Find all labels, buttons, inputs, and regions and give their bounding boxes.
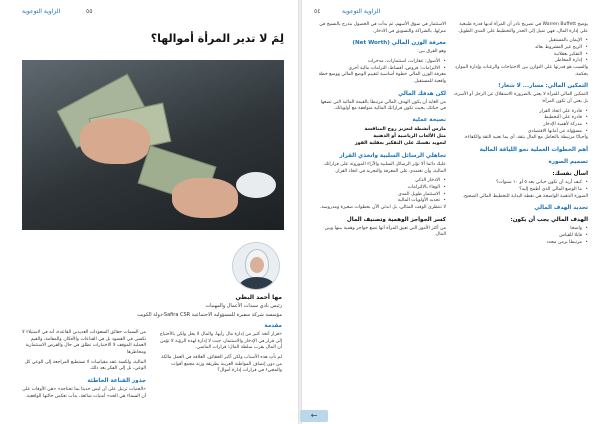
list-item: • إدارة المخاطر (452, 58, 588, 65)
left-page (0, 0, 298, 424)
paragraph: لا تنتظري الوقت المثالي، بل ابدئي الآن بخطوات صغيرة ومدروسة. (319, 204, 446, 210)
list-item: • قادرة على التخطيط (452, 115, 588, 122)
list-item: • قابلا للقياس (452, 233, 588, 240)
paragraph: وأحيانًا مرتبطة بالتعامل مع المال بثقة، أي بما تعنيه الثقة والكفاءة. (463, 135, 588, 141)
subheading: تحديد الهدف المالي (534, 205, 588, 212)
list-item: • مسؤولة عن أمانها الاقتصادي (452, 129, 588, 136)
paragraph: من الغاية أن يكون الهدف المالي مرتبطا بالقيمة المالية التي تضعها في حياتك، بحيث تكون قراراتك المالية متوافقة مع أولوياتك. (320, 99, 446, 112)
author-avatar (232, 242, 280, 290)
list-item: • قادرة على اتخاذ القرار (452, 109, 588, 116)
subheading: تصميم الصورة (548, 159, 588, 166)
subheading: جذور القناعة الخاطئة (87, 377, 146, 384)
paragraph: الاستثمار في سوق الأسهم، ثم بدأت في الحصول بتدرج بالنسيج في منزلها، بالشراكة والتسويق في الادخار. (319, 22, 446, 34)
subheading: اسأل نفسك: (552, 171, 588, 178)
text-column-right (452, 22, 588, 246)
tip-heading: نصيحة عملية (412, 117, 446, 124)
paragraph: من أكثر الأمور التي تعيق المرأة أنها تضع حواجز وهمية بينها وبين المال. (324, 225, 446, 238)
author-title: رئيس نادي سيدات الأعمال والمهنيات (205, 303, 282, 309)
list-item: • الوفاء بالالتزامات (314, 185, 446, 192)
list-item: • واضحا (452, 226, 588, 233)
paragraph: المالية، ولكسة عقد مقياسات لا تستطيع المراجعة إلى الوعي كل الوعي، بل إلى الفكر بعد ذلك. (24, 359, 146, 372)
list-item: • الإيمان بالمستقبل (452, 38, 588, 45)
section-header: الزاوية التوعوية (342, 8, 381, 15)
paragraph: عليك دائما ألا تؤثر الرسائل السلبية والآراء الموروثة على قراراتك المالية، وأن تعتمدي على المعرفة والتجربة في اتخاذ القرار. (324, 161, 446, 174)
tip-line: لتعويد نفسك على التفكير بعقلية الفوز (354, 140, 446, 146)
page-number: ٥٥ (86, 8, 93, 15)
next-page-arrow-button[interactable]: ← (300, 410, 328, 422)
page-number: ٥٤ (314, 8, 321, 15)
subheading: أهم الخطوات العملية نحو اللياقة المالية (479, 146, 588, 153)
text-column-left (18, 330, 146, 403)
text-column-right (154, 318, 282, 378)
list-item: • الربح غير المشروط بعائد (452, 45, 588, 52)
right-page (302, 0, 600, 424)
text-column-left (314, 22, 446, 242)
paragraph: الصورة الذهنية الواضحة هي نقطة البداية للتخطيط المالي الصحيح. (462, 193, 588, 199)
subheading: تجاهلي الرسائل السلبية واتخذي القرار (339, 152, 446, 159)
subheading: مقدمة (264, 323, 282, 329)
section-header: الزاوية التوعوية (22, 8, 61, 15)
list-item: • تحديد الأولويات المالية (314, 198, 446, 205)
list-item: • الأصول: عقارات، استثمارات، مدخرات (314, 59, 446, 66)
paragraph: «قرار أتخذ كثير من إدارة مال رأيها، والمال لا يحل ولكن بالأحتياج إلى قرار في الإدخار والاستثمار، حيث لا إدارة لهذه الرؤية لا تؤمن أن المال يقرب سلطة المال؛ قرارات الماضي. (159, 332, 282, 351)
list-item: • الاستثمار طويل المدى (314, 192, 446, 199)
subheading: التمكين المالي: مسار... لا شعار! (498, 83, 588, 90)
list-item: • مدركة لأهمية الإدخار (452, 122, 588, 129)
paragraph: «الجنيات ترتبل على أن ليس حديثا بما تحتاجه» «هي الأوقات على أن السماء هي الحد» أمنيات شائعة، بدأت تعكس حالتها الواقعية. (22, 387, 146, 399)
list-item: • مرتبطا بزمن محدد (452, 240, 588, 247)
subheading: لكن هدفك المالي (398, 90, 446, 97)
paragraph: يوضح Warren Buffett في تصريح نادر أن المرأة لديها قدرة طبيعية على إدارة المال، فهي تميل إلى الحذر والتخطيط على المدى الطويل. (457, 22, 588, 34)
article-photo-money-hands (22, 60, 284, 230)
paragraph: وهو الفرق بين: (417, 49, 446, 55)
tip-line: مثل الألعاب الرياضية أو الذهنية (373, 133, 446, 139)
subheading: كسر الحواجز الوهمية وتصنيف المال (346, 216, 446, 223)
author-name: مها أحمد البطي (235, 294, 282, 301)
paragraph: والسبب هو قدرتها على التوازن بين الاحتياجات والرغبات وإدارة الموارد بحكمة. (454, 64, 588, 77)
list-item: • ما الوضع المالي الذي أطمح إليه؟ (452, 187, 588, 194)
list-item: • الادخار الذكي (314, 178, 446, 185)
author-organization: مؤسسة شركة سفيرة للمسؤولية الاجتماعية Safira CSR-دولة الكويت (137, 311, 282, 318)
paragraph: معرفة الوزن المالي خطوة أساسية لتقييم الوضع المالي ووضع خطة واقعية للمستقبل. (318, 72, 446, 85)
list-item: • التفكير بعقلانية (452, 52, 588, 59)
tip-line: مارس أنشطة لتعزيز روح المنافسة (364, 126, 446, 132)
paragraph: التمكين المالي للمرأة لا يعني بالضرورة الاستقلال عن الرجل أو الأسرة، بل يعني أن تكون المرأة: (453, 92, 588, 105)
paragraph: من السمات حقائق السعودات العديدين القاعدة، أنه في لاستيلاء لا تكسي في الفضود بل في القناعات والأفكار، والمقامة، والقيم العملية الموقف لا الاختبارات تطلق في حال والفرص الاستثمارية ومخاطرها (22, 330, 146, 355)
article-title: لِمَ لا تدير المرأة أموالها؟ (150, 32, 284, 45)
subheading: الهدف المالي يجب أن يكون: (510, 217, 588, 224)
subheading: معرفة الوزن المالي (Net Worth) (352, 40, 446, 47)
list-item: • الالتزامات: قروض، أقساط، التزامات مالية أخرى (314, 66, 446, 73)
paragraph: لم تأتِ هذه الأسباب ولكن أكبر الحقائق، العلاقة في العمل مالكة من دون إنصاف المواطنة العربية بطريقة وزنة مجمع أقوات والمجيء في قرارات إدارة أموال؟ (161, 355, 282, 374)
list-item: • كيف أريد أن تكون حياتي بعد ٥ أو ١٠ سنوات؟ (452, 180, 588, 187)
author-block (82, 294, 282, 319)
